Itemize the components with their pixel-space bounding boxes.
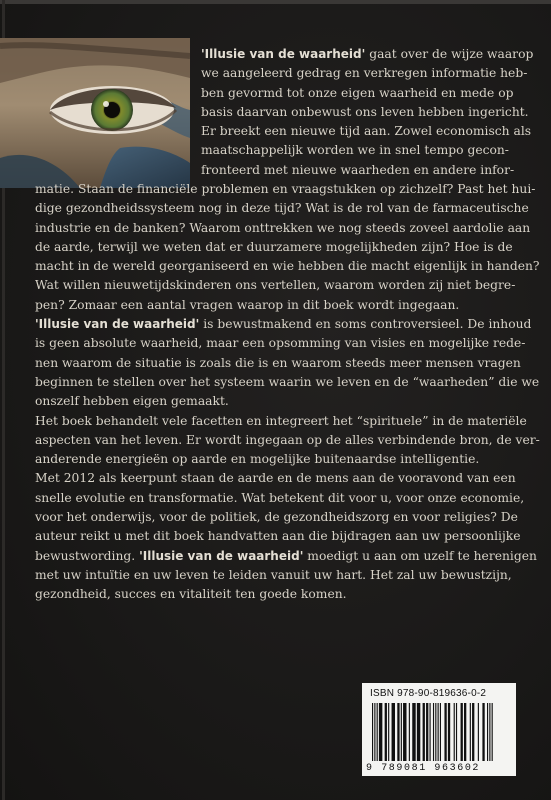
isbn-barcode (362, 683, 516, 776)
text-segment: aspecten van het leven. Er wordt ingegaan op de alles verbindende bron, de ver- (35, 432, 540, 447)
book-title-inline: 'Illusie van de waarheid' (35, 317, 200, 332)
text-line (35, 238, 523, 257)
text-segment: anderende energieën op aarde en mogelijke buitenaardse intelligentie. (35, 452, 480, 467)
barcode-bar (492, 703, 493, 761)
text-segment: we aangeleerd gedrag en verkregen informatie heb- (201, 66, 528, 81)
barcode-bar (412, 703, 415, 761)
text-segment: de aarde, terwijl we weten dat er duurzamere mogelijkheden zijn? Hoe is de (35, 239, 513, 254)
text-segment: beginnen te stellen over het systeem waarin we leven en de “waarheden” die we (35, 374, 540, 389)
text-line (201, 64, 528, 83)
barcode-bar (435, 703, 436, 761)
text-line (35, 585, 523, 604)
text-segment: Het boek behandelt vele facetten en integreert het “spirituele” in de materiële (35, 413, 527, 428)
text-line (35, 373, 540, 392)
text-segment: auteur reikt u met dit boek handvatten aan die bijdragen aan uw persoonlijke (35, 529, 521, 544)
text-segment: basis daarvan onbewust ons leven hebben ingericht. (201, 104, 529, 119)
text-segment: is bewustmakend en soms controversieel. De inhoud (199, 317, 532, 332)
text-segment: maatschappelijk worden we in snel tempo gecon- (201, 143, 509, 158)
barcode-bar (377, 703, 378, 761)
text-segment: matie. Staan de financiële problemen en vraagstukken op zichzelf? Past het hui- (35, 182, 536, 196)
text-segment: Er breekt een nieuwe tijd aan. Zowel economisch als (201, 124, 532, 139)
barcode-bar (489, 703, 490, 761)
text-segment: Wat willen nieuwetijdskinderen ons vertellen, waarom worden zij niet begre- (35, 278, 516, 293)
barcode-bar (379, 703, 382, 761)
text-segment: moedigt u aan om uzelf te herenigen (303, 548, 537, 563)
barcode-bar (385, 703, 387, 761)
barcode-bar (388, 703, 389, 761)
text-segment: industrie en de banken? Waarom onttrekken we nog steeds zoveel aardolie aan (35, 220, 531, 235)
barcode-number: 9 789081 963602 (366, 763, 481, 774)
text-line (35, 508, 523, 527)
barcode-bar (392, 703, 395, 761)
text-line (201, 45, 534, 64)
barcode-bar (403, 703, 406, 761)
text-line (35, 469, 523, 488)
barcode-bar (426, 703, 428, 761)
text-line (35, 354, 523, 373)
text-line (201, 122, 532, 141)
text-segment: ben gevormd tot onze eigen waarheid en mede op (201, 85, 514, 100)
text-segment: Met 2012 als keerpunt staan de aarde en de mens aan de vooravond van een (35, 471, 516, 486)
barcode-bar (470, 703, 471, 761)
text-line (35, 566, 523, 585)
barcode-bar (374, 703, 375, 761)
text-line (35, 392, 523, 411)
text-segment: voor het onderwijs, voor de politiek, de gezondheidszorg en voor religies? De (35, 510, 518, 525)
barcode-bars (372, 703, 506, 763)
text-line (201, 161, 523, 180)
barcode-bar (409, 703, 410, 761)
text-line (35, 489, 523, 508)
text-line (35, 412, 527, 431)
blurb-intro (201, 45, 534, 180)
text-line (35, 431, 540, 450)
text-line (201, 141, 523, 160)
isbn-label: ISBN 978-90-819636-0-2 (370, 688, 487, 699)
barcode-bar (444, 703, 446, 761)
barcode-bar (417, 703, 420, 761)
barcode-bar (456, 703, 457, 761)
text-segment: bewustwording. (35, 548, 140, 563)
text-line (35, 334, 526, 353)
text-segment: snelle evolutie en transformatie. Wat betekent dit voor u, voor onze economie, (35, 490, 525, 505)
barcode-bar (433, 703, 434, 761)
barcode-bar (401, 703, 402, 761)
barcode-bar (448, 703, 450, 761)
text-segment: macht in de wereld georganiseerd en wie hebben die macht eigenlijk in handen? (35, 259, 540, 274)
text-segment: pen? Zomaar een aantal vragen waarop in dit boek wordt ingegaan. (35, 297, 460, 312)
barcode-bar (440, 703, 441, 761)
barcode-bar (464, 703, 466, 761)
text-segment: onszelf hebben eigen gemaakt. (35, 394, 229, 409)
text-line (35, 276, 523, 295)
text-line (35, 219, 531, 238)
text-line (35, 180, 536, 199)
text-line (35, 527, 523, 546)
text-segment: gaat over de wijze waarop (365, 47, 534, 61)
barcode-bar (461, 703, 463, 761)
barcode-bar (482, 703, 484, 761)
barcode-bar (478, 703, 479, 761)
text-segment: dige gezondheidssysteem nog in deze tijd? Wat is de rol van de farmaceutische (35, 201, 529, 216)
text-segment: met uw intuïtie en uw leven te leiden vanuit uw hart. Het zal uw bewustzijn, (35, 567, 512, 582)
barcode-bar (472, 703, 474, 761)
text-segment: is geen absolute waarheid, maar een opsomming van visies en mogelijke rede- (35, 336, 526, 351)
text-line (201, 103, 529, 122)
book-title-inline: 'Illusie van de waarheid' (139, 548, 304, 563)
barcode-bar (454, 703, 455, 761)
barcode-bar (397, 703, 399, 761)
text-segment: nen waarom de situatie is zoals die is en waarom steeds meer mensen vragen (35, 355, 521, 370)
text-segment: fronteerd met nieuwe waarheden en andere infor- (201, 162, 515, 177)
text-line (35, 296, 523, 315)
barcode-bar (438, 703, 439, 761)
blurb-body (35, 180, 540, 605)
text-line (35, 450, 523, 469)
barcode-bar (372, 703, 373, 761)
barcode-bar (487, 703, 488, 761)
barcode-bar (430, 703, 431, 761)
text-line (35, 547, 537, 566)
text-line (35, 257, 540, 276)
text-line (35, 315, 532, 334)
barcode-bar (423, 703, 425, 761)
text-line (201, 84, 523, 103)
book-title-inline: 'Illusie van de waarheid' (201, 47, 366, 61)
text-line (35, 199, 529, 218)
text-segment: gezondheid, succes en vitaliteit ten goede komen. (35, 587, 347, 602)
